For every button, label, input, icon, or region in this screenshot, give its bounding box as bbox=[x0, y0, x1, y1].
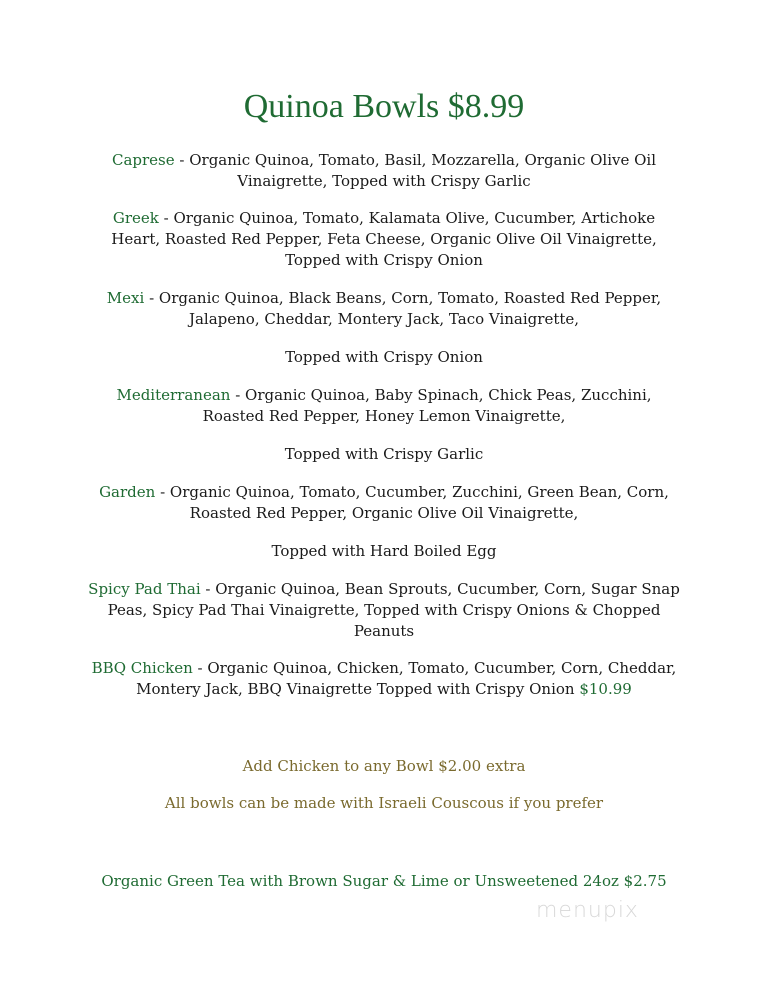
add-chicken-note: Add Chicken to any Bowl $2.00 extra bbox=[242, 757, 526, 775]
menu-item-bbq-chicken bbox=[88, 658, 680, 700]
green-tea-item: Organic Green Tea with Brown Sugar & Lime or Unsweetened 24oz $2.75 bbox=[101, 872, 667, 890]
menu-item-mexi bbox=[88, 288, 680, 330]
item-name: Spicy Pad Thai bbox=[88, 580, 201, 598]
item-description: - Organic Quinoa, Tomato, Cucumber, Zucchini, Green Bean, Corn, Roasted Red Pepper, Organic Olive Oil Vinaigrette, bbox=[155, 483, 669, 522]
item-name: BBQ Chicken bbox=[91, 659, 193, 677]
item-topping: Topped with Crispy Garlic bbox=[284, 445, 484, 463]
menu-item-spicy-pad-thai bbox=[88, 579, 680, 642]
item-description: - Organic Quinoa, Tomato, Kalamata Olive, Cucumber, Artichoke Heart, Roasted Red Pepper, Feta Cheese, Organic Olive Oil Vinaigrette, Topped with Crispy Onion bbox=[111, 209, 657, 269]
item-description: - Organic Quinoa, Tomato, Basil, Mozzarella, Organic Olive Oil Vinaigrette, Topped with Crispy Garlic bbox=[174, 151, 657, 190]
item-name: Caprese bbox=[111, 151, 175, 169]
item-description: - Organic Quinoa, Bean Sprouts, Cucumber, Corn, Sugar Snap Peas, Spicy Pad Thai Vinaigrette, Topped with Crispy Onions & Chopped Peanuts bbox=[107, 580, 680, 640]
menupix-watermark: menupix bbox=[536, 898, 639, 923]
item-price: $10.99 bbox=[579, 680, 632, 698]
menu-title: Quinoa Bowls $8.99 bbox=[243, 88, 525, 125]
item-topping: Topped with Crispy Onion bbox=[285, 348, 483, 366]
menu-item-garden bbox=[88, 482, 680, 524]
item-description: - Organic Quinoa, Chicken, Tomato, Cucumber, Corn, Cheddar, Montery Jack, BBQ Vinaigrette Topped with Crispy Onion bbox=[136, 659, 677, 698]
item-name: Greek bbox=[112, 209, 159, 227]
couscous-note: All bowls can be made with Israeli Couscous if you prefer bbox=[164, 794, 604, 812]
item-name: Mexi bbox=[106, 289, 145, 307]
item-description: - Organic Quinoa, Black Beans, Corn, Tomato, Roasted Red Pepper, Jalapeno, Cheddar, Montery Jack, Taco Vinaigrette, bbox=[144, 289, 662, 328]
item-name: Garden bbox=[99, 483, 156, 501]
item-name: Mediterranean bbox=[116, 386, 236, 404]
menu-item-greek bbox=[88, 208, 680, 271]
menu-item-mediterranean bbox=[88, 385, 680, 427]
menu-item-caprese bbox=[88, 150, 680, 192]
item-description: - Organic Quinoa, Baby Spinach, Chick Peas, Zucchini, Roasted Red Pepper, Honey Lemon Vinaigrette, bbox=[202, 386, 652, 425]
item-topping: Topped with Hard Boiled Egg bbox=[271, 542, 497, 560]
